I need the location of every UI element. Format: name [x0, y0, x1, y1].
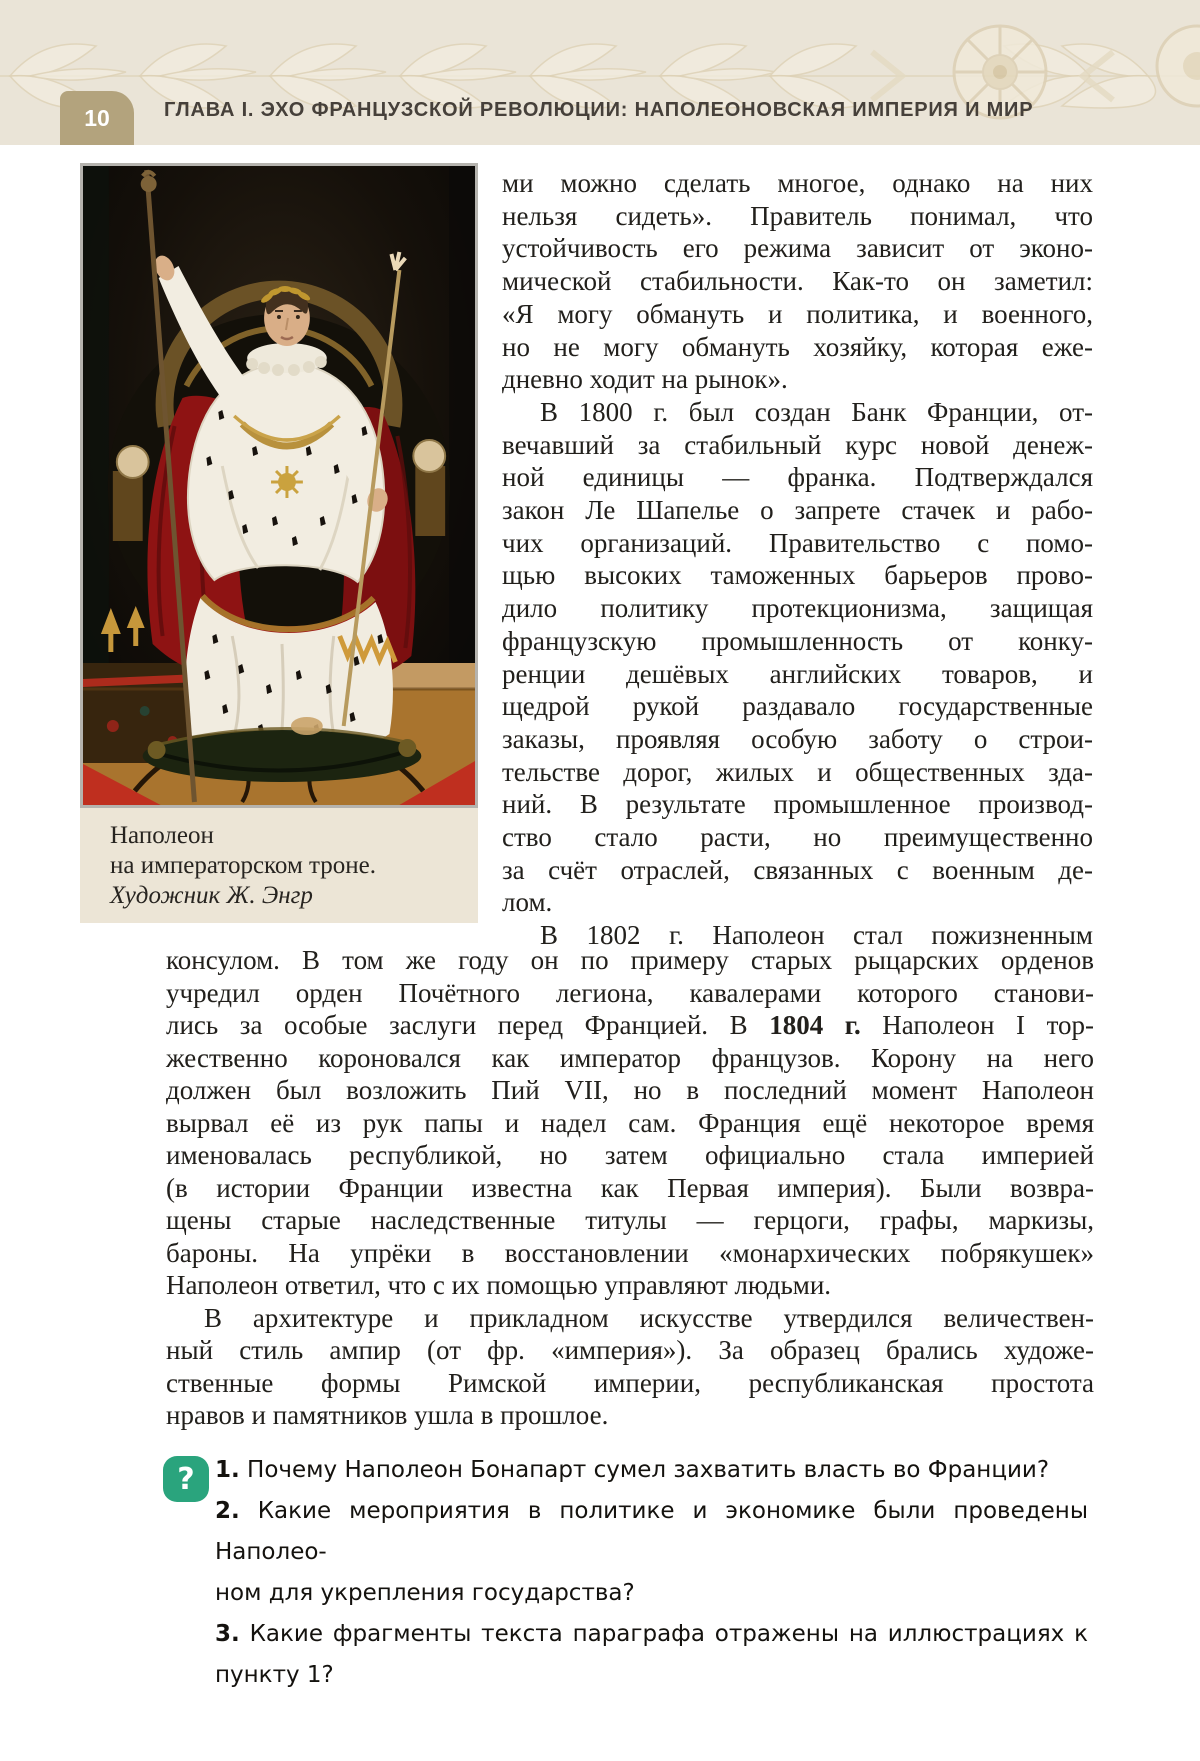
text-line: ренции дешёвых английских товаров, и — [502, 658, 1093, 689]
text-line: тельстве дорог, жилых и общественных зда- — [502, 756, 1093, 787]
question-item-1 — [215, 1450, 1088, 1491]
questions-block — [163, 1450, 1088, 1696]
text-line: консулом. В том же году он по примеру старых рыцарских орденов — [166, 945, 1094, 975]
text-line: Наполеон ответил, что с их помощью управляют людьми. — [166, 1270, 832, 1300]
chapter-title: ГЛАВА I. ЭХО ФРАНЦУЗСКОЙ РЕВОЛЮЦИИ: НАПОЛЕОНОВСКАЯ ИМПЕРИЯ И МИР — [164, 99, 1034, 121]
text-line: за счёт отраслей, связанных с военным де- — [502, 854, 1093, 885]
figure-caption — [80, 808, 478, 923]
question-item-2-continued — [215, 1573, 1088, 1614]
text-line: вечавший за стабильный курс новой денеж- — [502, 429, 1093, 460]
page-number: 10 — [84, 104, 110, 131]
text-line: ной единицы — франка. Подтверждался — [502, 462, 1093, 493]
text-line: ний. В результате промышленное производ- — [502, 789, 1093, 820]
question-text: Какие фрагменты текста параграфа отражены на иллюстрациях к — [239, 1621, 1088, 1647]
text-line: «Я могу обмануть и политика, и военного, — [502, 298, 1093, 329]
question-mark-glyph: ? — [177, 1461, 195, 1497]
text-line: закон Ле Шапелье о запрете стачек и рабо- — [502, 495, 1093, 526]
body-text-full — [166, 944, 1094, 1432]
text-line: учредил орден Почётного легиона, кавалерами которого станови- — [166, 977, 1094, 1008]
text-line: ный стиль ампир (от фр. «империя»). За образец брались художе- — [166, 1335, 1094, 1365]
text-line: В архитектуре и прикладном искусстве утвердился величествен- — [204, 1302, 1094, 1333]
question-text: ном для укрепления государства? — [215, 1580, 635, 1606]
text-line: чих организаций. Правительство с помо- — [502, 527, 1093, 558]
question-number: 3. — [215, 1621, 240, 1647]
questions-list — [215, 1450, 1088, 1696]
caption-line: на императорском троне. — [110, 852, 376, 879]
page-header — [0, 0, 1200, 145]
text-segment: Наполеон I тор- — [860, 1010, 1095, 1040]
text-line: нравов и памятников ушла в прошлое. — [166, 1400, 609, 1430]
question-item-3-continued — [215, 1655, 1088, 1696]
text-line: дневно ходит на рынок». — [502, 364, 788, 395]
laurel-ornament-graphic — [0, 0, 1200, 145]
text-line: нельзя сидеть». Правитель понимал, что — [502, 200, 1093, 231]
question-text: пункту 1? — [215, 1662, 334, 1688]
caption-line: Наполеон — [110, 822, 214, 849]
text-segment-bold: 1804 г. — [769, 1010, 861, 1040]
text-line: дило политику протекционизма, защищая — [502, 593, 1093, 624]
napoleon-painting-image — [80, 163, 478, 808]
text-line: В 1802 г. Наполеон стал пожизненным — [540, 920, 1093, 951]
question-text: Какие мероприятия в политике и экономике были проведены Наполео- — [215, 1498, 1088, 1565]
text-line: бароны. На упрёки в восстановлении «монархических побрякушек» — [166, 1237, 1094, 1268]
caption-line-artist: Художник Ж. Энгр — [110, 882, 313, 909]
text-line: (в истории Франции известна как Первая империя). Были возвра- — [166, 1172, 1094, 1203]
text-line: заказы, проявляя особую заботу о строи- — [502, 723, 1093, 754]
text-line: ство стало расти, но преимущественно — [502, 822, 1093, 853]
page-number-tab — [60, 91, 134, 145]
text-line: должен был возложить Пий VII, но в последний момент Наполеон — [166, 1075, 1094, 1105]
question-item-2 — [215, 1491, 1088, 1573]
text-line: вырвал её из рук папы и надел сам. Франция ещё некоторое время — [166, 1107, 1094, 1138]
question-text: Почему Наполеон Бонапарт сумел захватить власть во Франции? — [239, 1457, 1050, 1483]
figure-napoleon — [80, 163, 478, 923]
text-line: мической стабильности. Как-то он заметил: — [502, 266, 1093, 297]
question-item-3 — [215, 1614, 1088, 1655]
text-line: французскую промышленность от конку- — [502, 625, 1093, 656]
text-line: но не могу обмануть хозяйку, которая еже- — [502, 331, 1093, 362]
question-number: 2. — [215, 1498, 240, 1524]
text-segment: лись за особые заслуги перед Францией. В — [166, 1010, 770, 1040]
text-line: В 1800 г. был создан Банк Франции, от- — [540, 396, 1093, 427]
text-line: устойчивость его режима зависит от эконо- — [502, 233, 1093, 264]
text-line: именовалась республикой, но затем официально стала империей — [166, 1140, 1094, 1170]
text-line: ственные формы Римской империи, республиканская простота — [166, 1367, 1094, 1398]
text-line: лом. — [502, 887, 553, 918]
question-number: 1. — [215, 1457, 240, 1483]
question-mark-icon — [163, 1456, 209, 1502]
napoleon-painting-graphic — [83, 166, 475, 805]
text-line: жественно короновался как император французов. Корону на него — [166, 1042, 1094, 1073]
body-text-column — [502, 167, 1093, 952]
text-line: щью высоких таможенных барьеров прово- — [502, 560, 1093, 591]
text-line — [166, 1009, 1094, 1042]
text-line: щедрой рукой раздавало государственные — [502, 691, 1093, 722]
text-line: щены старые наследственные титулы — герцоги, графы, маркизы, — [166, 1205, 1094, 1235]
text-line: ми можно сделать многое, однако на них — [502, 168, 1093, 198]
